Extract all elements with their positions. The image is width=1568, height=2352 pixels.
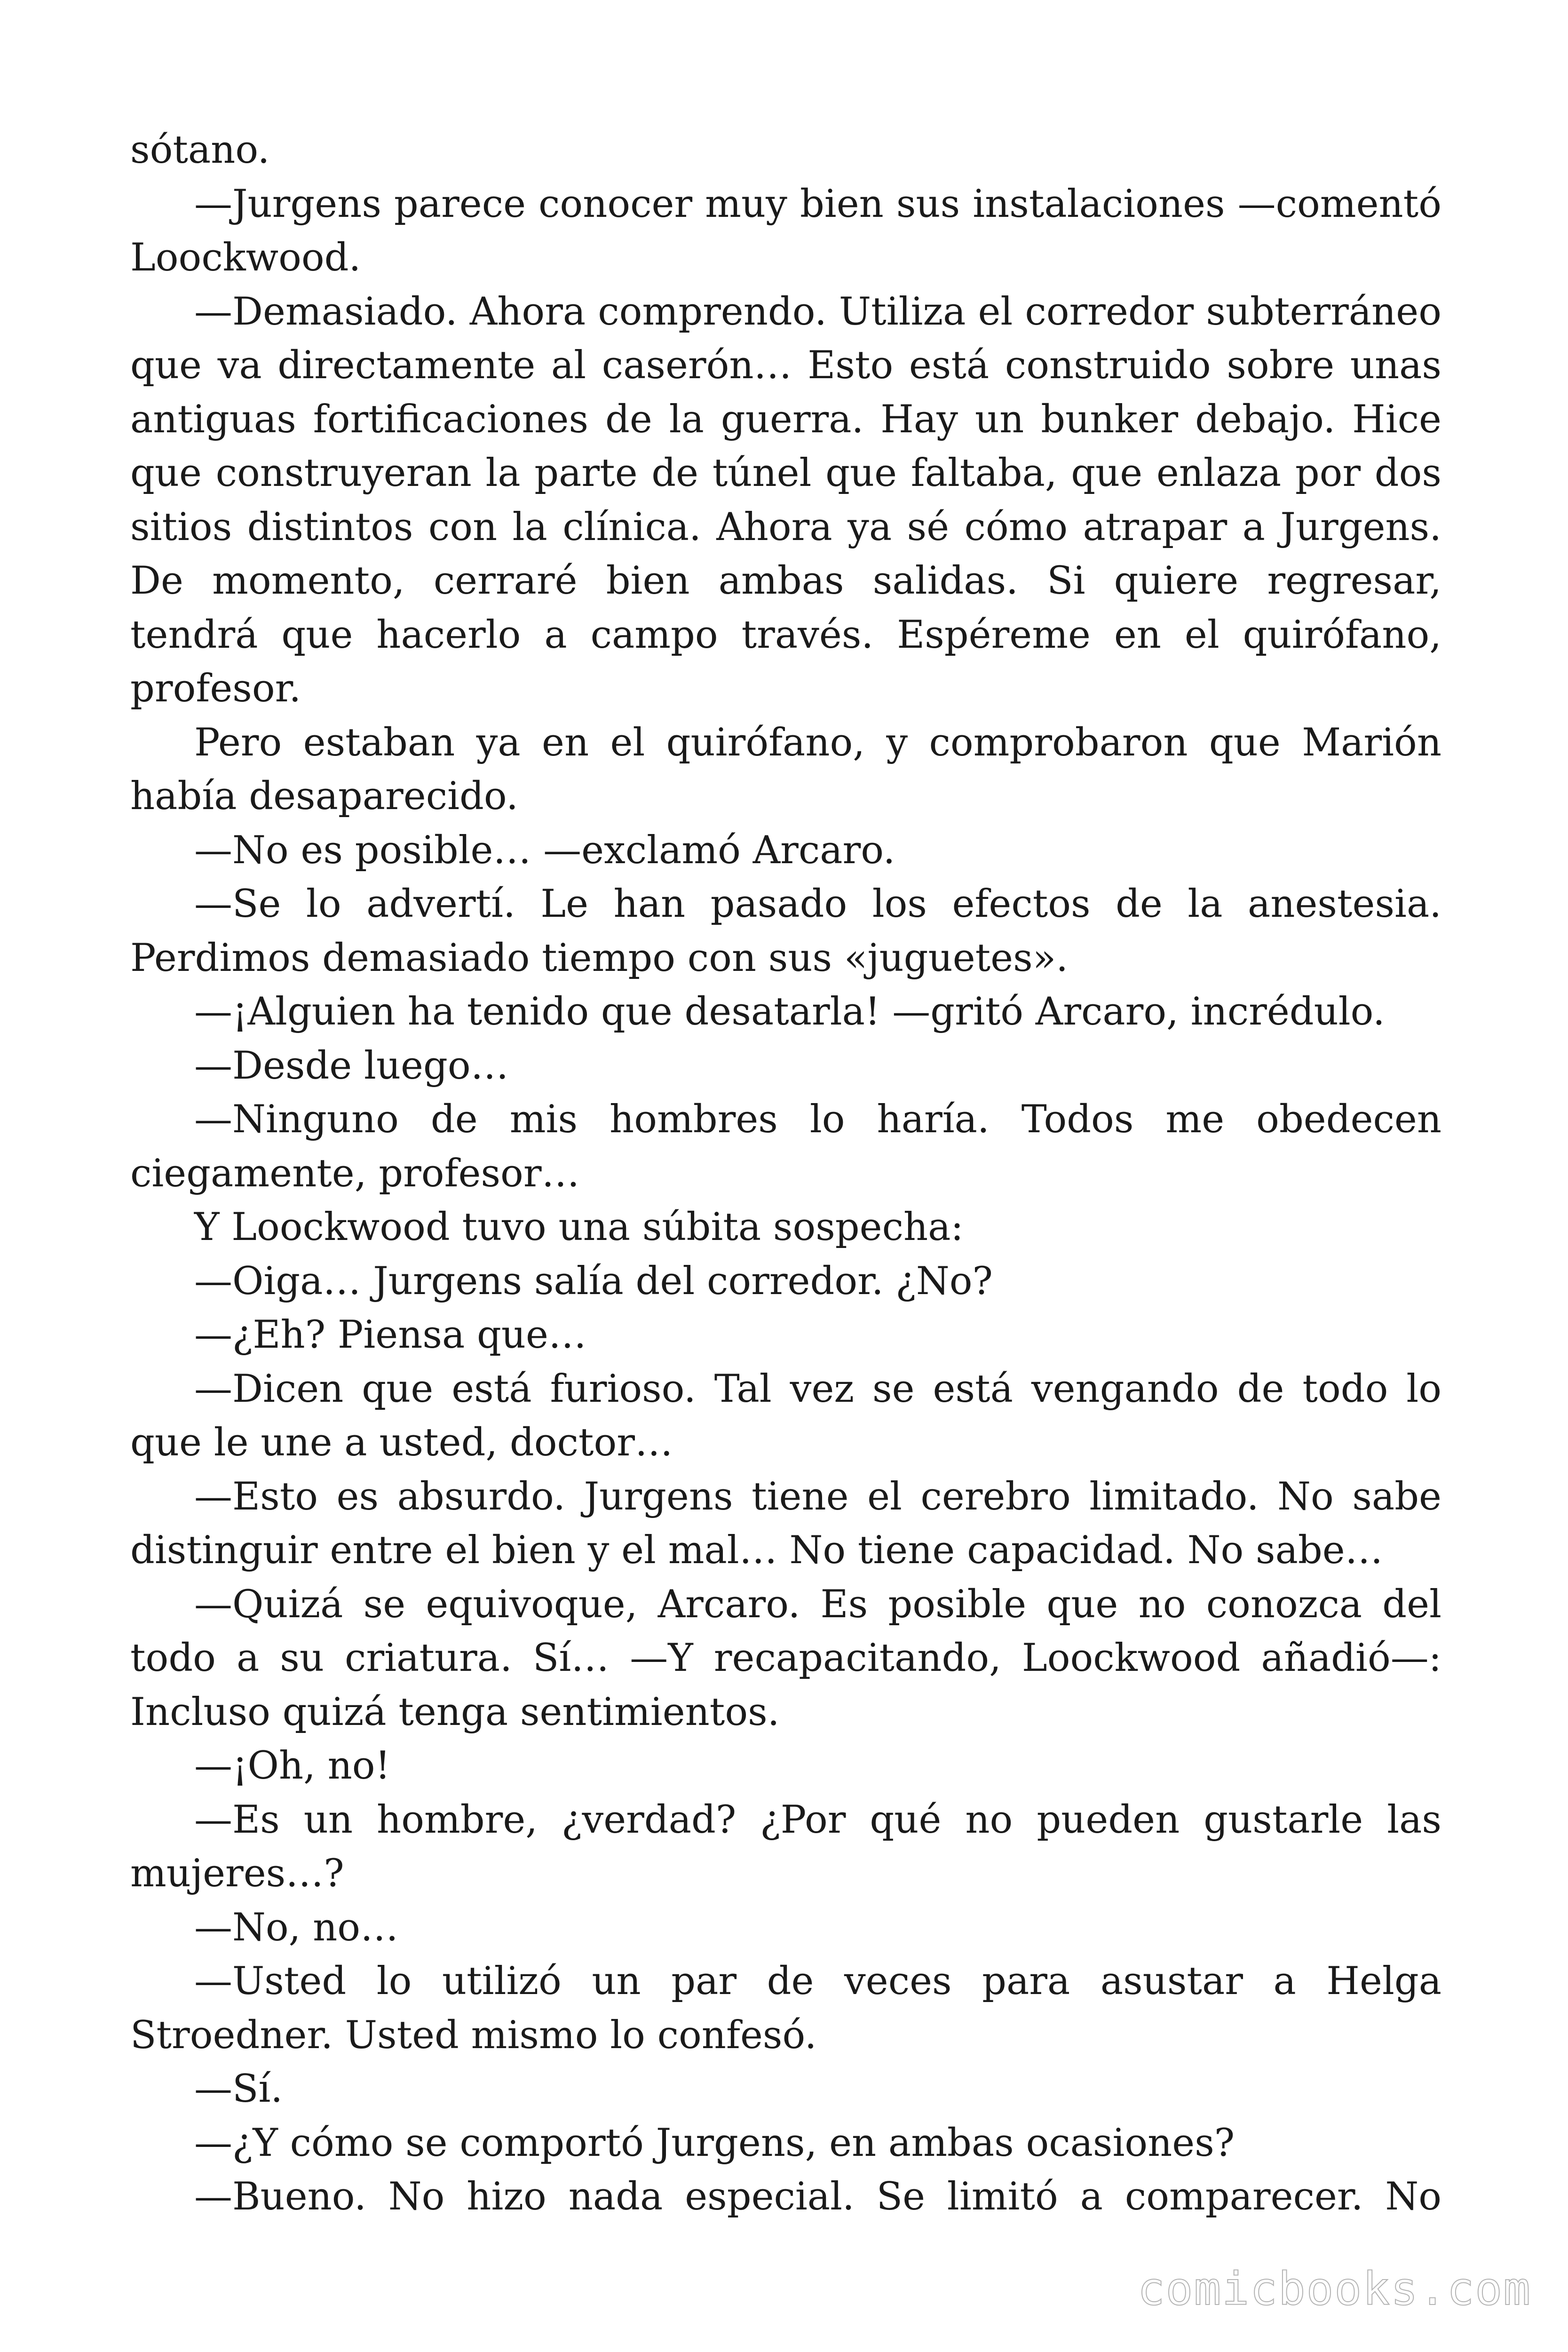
paragraph: —No es posible… —exclamó Arcaro. (194, 828, 895, 873)
paragraph: —Demasiado. Ahora comprendo. Utiliza el corredor subterráneo que va directamente al caserón… Esto está construido sobre unas antiguas fortificaciones de la guerra. Hay un bunker debajo. Hice que construyeran la parte de túnel que faltaba, que enlaza por dos sitios distintos con la clínica. Ahora ya sé cómo atrapar a Jurgens. De momento, cerraré bien ambas salidas. Si quiere regresar, tendrá que hacerlo a campo través. Espéreme en el quirófano, profesor. (130, 289, 1441, 711)
paragraph: —Es un hombre, ¿verdad? ¿Por qué no pueden gustarle las mujeres…? (130, 1797, 1441, 1896)
paragraph: Pero estaban ya en el quirófano, y comprobaron que Marión había desaparecido. (130, 720, 1441, 818)
paragraph-continued: —Bueno. No hizo nada especial. Se limitó a comparecer. No (194, 2175, 1441, 2219)
paragraph: —Sí. (194, 2067, 283, 2111)
paragraph: —¿Eh? Piensa que… (194, 1313, 586, 1357)
paragraph: sótano. (130, 128, 270, 172)
paragraph: —Oiga… Jurgens salía del corredor. ¿No? (194, 1259, 993, 1303)
paragraph: —¡Oh, no! (194, 1744, 391, 1788)
page-body (130, 123, 1441, 2224)
paragraph: —Jurgens parece conocer muy bien sus instalaciones —comentó Loockwood. (130, 182, 1441, 280)
paragraph: —¿Y cómo se comportó Jurgens, en ambas ocasiones? (194, 2121, 1235, 2165)
paragraph: —Esto es absurdo. Jurgens tiene el cerebro limitado. No sabe distinguir entre el bien y el mal… No tiene capacidad. No sabe… (130, 1474, 1441, 1573)
paragraph: —Desde luego… (194, 1043, 509, 1088)
paragraph: —Se lo advertí. Le han pasado los efectos de la anestesia. Perdimos demasiado tiempo con sus «juguetes». (130, 882, 1441, 980)
paragraph: —¡Alguien ha tenido que desatarla! —gritó Arcaro, incrédulo. (194, 990, 1385, 1034)
paragraph: Y Loockwood tuvo una súbita sospecha: (194, 1205, 964, 1249)
paragraph: —No, no… (194, 1905, 399, 1950)
paragraph: —Dicen que está furioso. Tal vez se está vengando de todo lo que le une a usted, doctor… (130, 1367, 1441, 1465)
watermark: comicbooks.com (1137, 2263, 1531, 2315)
paragraph: —Usted lo utilizó un par de veces para asustar a Helga Stroedner. Usted mismo lo confesó. (130, 1959, 1441, 2058)
paragraph: —Ninguno de mis hombres lo haría. Todos me obedecen ciegamente, profesor… (130, 1097, 1441, 1196)
paragraph: —Quizá se equivoque, Arcaro. Es posible que no conozca del todo a su criatura. Sí… —Y recapacitando, Loockwood añadió—: Incluso quizá tenga sentimientos. (130, 1582, 1441, 1734)
